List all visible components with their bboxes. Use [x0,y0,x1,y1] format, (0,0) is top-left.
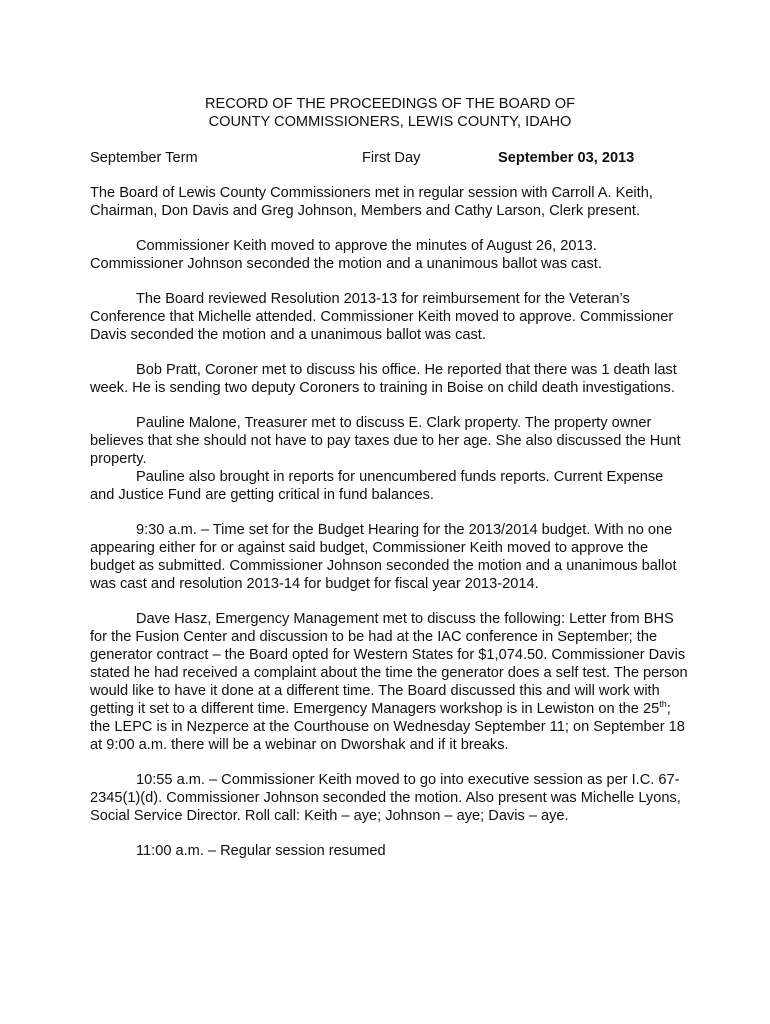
paragraph-coroner: Bob Pratt, Coroner met to discuss his office. He reported that there was 1 death last week. He is sending two deputy Coroners to training in Boise on child death investigations. [90,362,677,396]
day-label: First Day [362,150,421,166]
paragraph-executive-session: 10:55 a.m. – Commissioner Keith moved to go into executive session as per I.C. 67-2345(1)(d). Commissioner Johnson seconded the motion. Also present was Michelle Lyons, Social Service Director. Roll call: Keith – aye; Johnson – aye; Davis – aye. [90,772,681,824]
paragraph-treasurer: Pauline Malone, Treasurer met to discuss E. Clark property. The property owner believes that she should not have to pay taxes due to her age. She also discussed the Hunt property. [90,415,681,467]
emergency-text-part1: Dave Hasz, Emergency Management met to discuss the following: Letter from BHS for the Fusion Center and discussion to be had at the IAC conference in September; the generator contract – the Board opted for Western States for $1,074.50. Commissioner Davis stated he had received a complaint about the time the generator does a self test. The person would like to have it done at a different time. The Board discussed this and will work with getting it set to a different time. Emergency Managers workshop is in Lewiston on the 25 [90,611,688,717]
paragraph-session-resumed: 11:00 a.m. – Regular session resumed [136,843,386,859]
term-label: September Term [90,150,198,166]
meeting-date: September 03, 2013 [498,150,635,166]
paragraph-budget-hearing: 9:30 a.m. – Time set for the Budget Hearing for the 2013/2014 budget. With no one appearing either for or against said budget, Commissioner Keith moved to approve the budget as submitted. Commissioner Johnson seconded the motion and a unanimous ballot was cast and resolution 2013-14 for budget for fiscal year 2013-2014. [90,522,677,592]
paragraph-emergency-management [90,610,690,754]
title-line-1: RECORD OF THE PROCEEDINGS OF THE BOARD OF [204,96,576,112]
title-line-2: COUNTY COMMISSIONERS, LEWIS COUNTY, IDAHO [208,114,572,130]
paragraph-attendance: The Board of Lewis County Commissioners met in regular session with Carroll A. Keith, Chairman, Don Davis and Greg Johnson, Members and Cathy Larson, Clerk present. [90,185,653,219]
term-row [90,149,690,167]
paragraph-minutes-approval: Commissioner Keith moved to approve the minutes of August 26, 2013. Commissioner Johnson seconded the motion and a unanimous ballot was cast. [90,238,602,272]
ordinal-suffix: th [659,699,667,709]
paragraph-resolution-2013-13: The Board reviewed Resolution 2013-13 for reimbursement for the Veteran’s Conference that Michelle attended. Commissioner Keith moved to approve. Commissioner Davis seconded the motion and a unanimous ballot was cast. [90,291,674,343]
document-title [90,95,690,131]
document-page [90,95,690,860]
paragraph-fund-reports: Pauline also brought in reports for unencumbered funds reports. Current Expense and Justice Fund are getting critical in fund balances. [90,469,664,503]
emergency-text-part2: ; the LEPC is in Nezperce at the Courthouse on Wednesday September 11; on September 18 at 9:00 a.m. there will be a webinar on Dworshak and if it breaks. [90,701,685,753]
